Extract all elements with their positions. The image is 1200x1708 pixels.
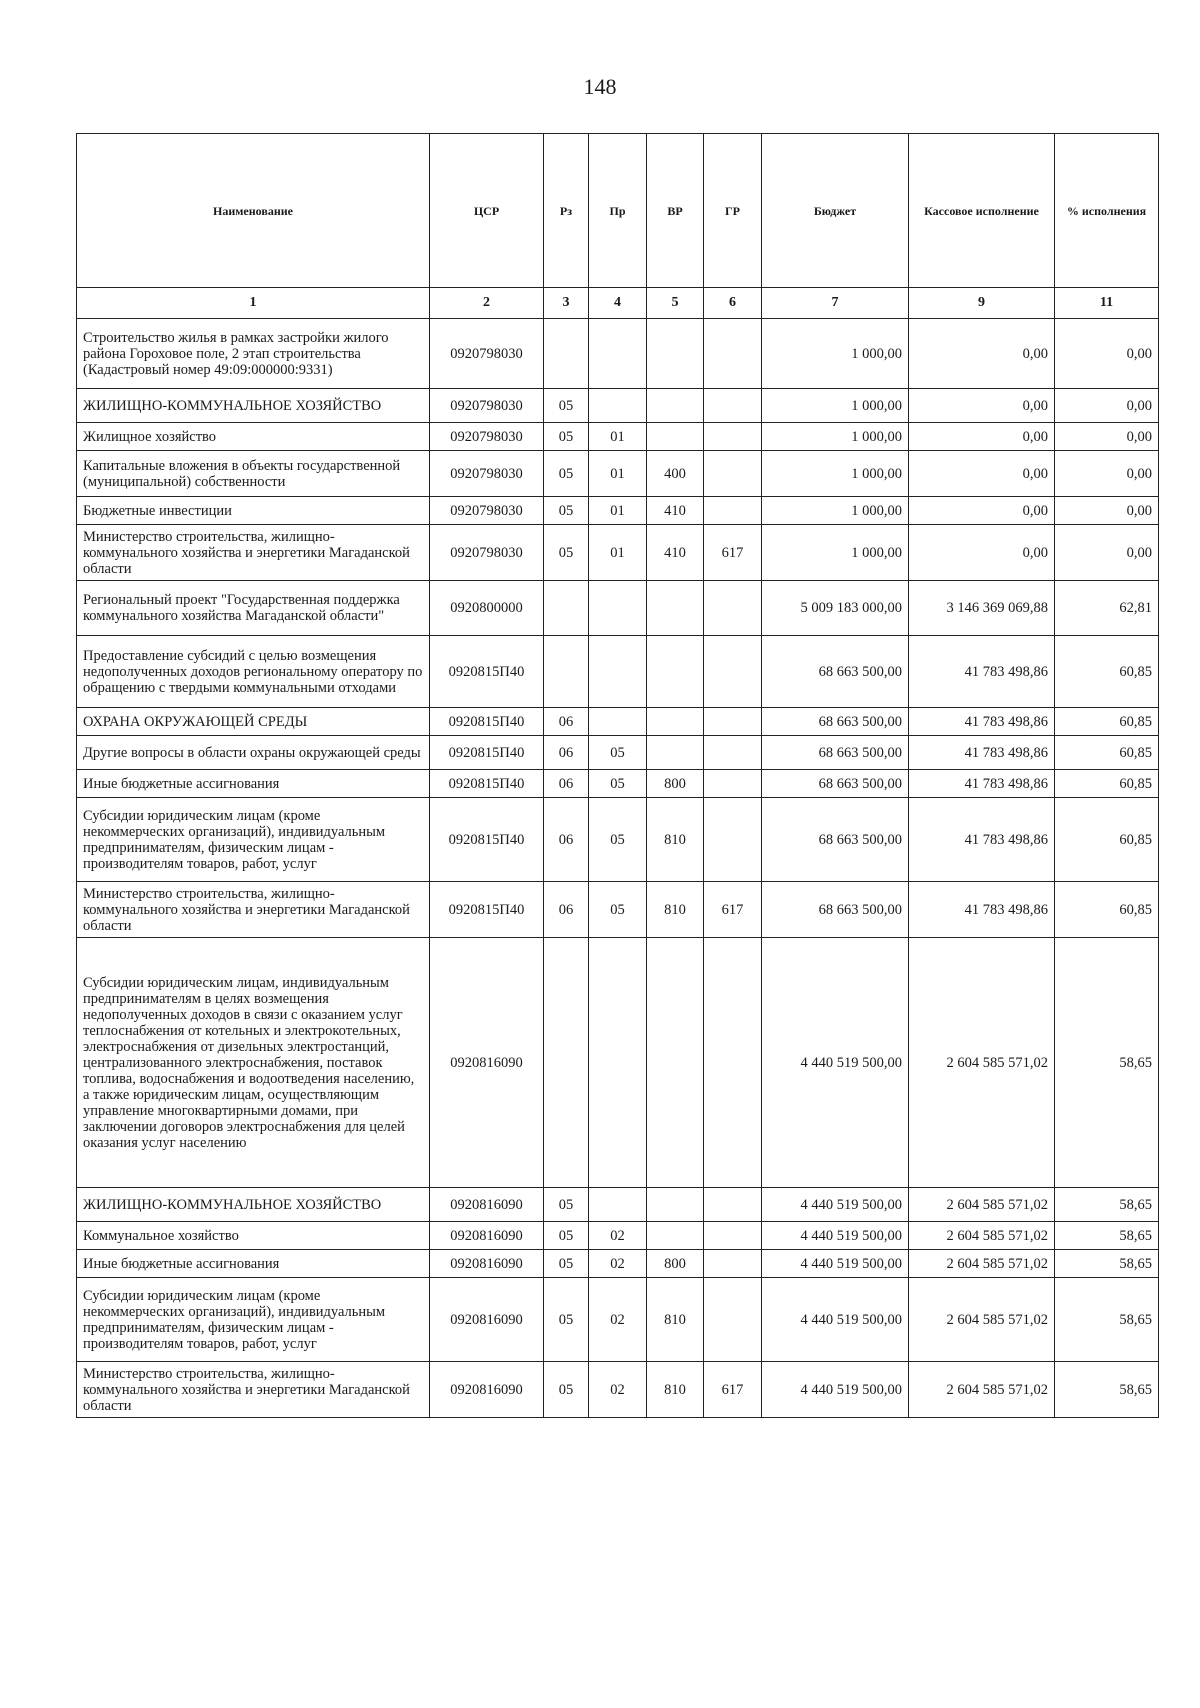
budget-cell: 5 009 183 000,00 xyxy=(762,581,909,636)
cash-cell: 0,00 xyxy=(909,319,1055,389)
column-number: 3 xyxy=(544,288,589,319)
header-rz: Рз xyxy=(544,134,589,288)
cash-cell: 0,00 xyxy=(909,451,1055,497)
budget-cell: 68 663 500,00 xyxy=(762,770,909,798)
budget-cell: 1 000,00 xyxy=(762,451,909,497)
column-number: 1 xyxy=(77,288,430,319)
vr-cell: 400 xyxy=(647,451,704,497)
row-name-cell: ЖИЛИЩНО-КОММУНАЛЬНОЕ ХОЗЯЙСТВО xyxy=(77,389,430,423)
column-number: 4 xyxy=(589,288,647,319)
cash-cell: 41 783 498,86 xyxy=(909,770,1055,798)
budget-cell: 1 000,00 xyxy=(762,525,909,581)
pr-cell: 02 xyxy=(589,1362,647,1418)
vr-cell: 810 xyxy=(647,798,704,882)
vr-cell: 800 xyxy=(647,770,704,798)
table-row xyxy=(77,636,1159,708)
csr-cell: 0920798030 xyxy=(430,423,544,451)
csr-cell: 0920815П40 xyxy=(430,736,544,770)
header-csr: ЦСР xyxy=(430,134,544,288)
vr-cell xyxy=(647,319,704,389)
column-number-row xyxy=(77,288,1159,319)
row-name-cell: Иные бюджетные ассигнования xyxy=(77,1250,430,1278)
cash-cell: 2 604 585 571,02 xyxy=(909,1250,1055,1278)
percent-cell: 58,65 xyxy=(1055,1250,1159,1278)
csr-cell: 0920798030 xyxy=(430,319,544,389)
budget-cell: 68 663 500,00 xyxy=(762,736,909,770)
csr-cell: 0920798030 xyxy=(430,497,544,525)
gr-cell xyxy=(704,497,762,525)
rz-cell: 05 xyxy=(544,1188,589,1222)
budget-cell: 68 663 500,00 xyxy=(762,882,909,938)
table-row xyxy=(77,497,1159,525)
csr-cell: 0920815П40 xyxy=(430,770,544,798)
rz-cell: 05 xyxy=(544,451,589,497)
row-name-cell: Предоставление субсидий с целью возмещения недополученных доходов региональному оператору по обращению с твердыми коммунальными отходами xyxy=(77,636,430,708)
percent-cell: 58,65 xyxy=(1055,1188,1159,1222)
pr-cell: 05 xyxy=(589,798,647,882)
pr-cell xyxy=(589,581,647,636)
row-name-cell: Министерство строительства, жилищно-коммунального хозяйства и энергетики Магаданской области xyxy=(77,1362,430,1418)
table-row xyxy=(77,882,1159,938)
rz-cell: 05 xyxy=(544,1278,589,1362)
rz-cell xyxy=(544,636,589,708)
pr-cell xyxy=(589,389,647,423)
rz-cell: 06 xyxy=(544,736,589,770)
table-row xyxy=(77,423,1159,451)
vr-cell xyxy=(647,636,704,708)
rz-cell: 06 xyxy=(544,798,589,882)
gr-cell xyxy=(704,1188,762,1222)
rz-cell: 05 xyxy=(544,1362,589,1418)
csr-cell: 0920815П40 xyxy=(430,708,544,736)
csr-cell: 0920816090 xyxy=(430,1278,544,1362)
row-name-cell: Иные бюджетные ассигнования xyxy=(77,770,430,798)
pr-cell: 01 xyxy=(589,451,647,497)
row-name-cell: Министерство строительства, жилищно-коммунального хозяйства и энергетики Магаданской области xyxy=(77,882,430,938)
pr-cell xyxy=(589,1188,647,1222)
table-row xyxy=(77,525,1159,581)
cash-cell: 3 146 369 069,88 xyxy=(909,581,1055,636)
row-name-cell: Коммунальное хозяйство xyxy=(77,1222,430,1250)
budget-cell: 1 000,00 xyxy=(762,389,909,423)
column-number: 9 xyxy=(909,288,1055,319)
row-name-cell: Региональный проект "Государственная поддержка коммунального хозяйства Магаданской области" xyxy=(77,581,430,636)
budget-cell: 4 440 519 500,00 xyxy=(762,1222,909,1250)
gr-cell xyxy=(704,1250,762,1278)
csr-cell: 0920816090 xyxy=(430,1362,544,1418)
table-row xyxy=(77,1278,1159,1362)
cash-cell: 0,00 xyxy=(909,389,1055,423)
budget-cell: 4 440 519 500,00 xyxy=(762,1250,909,1278)
vr-cell xyxy=(647,423,704,451)
gr-cell xyxy=(704,636,762,708)
vr-cell xyxy=(647,736,704,770)
table-row xyxy=(77,938,1159,1188)
gr-cell xyxy=(704,389,762,423)
table-row xyxy=(77,1362,1159,1418)
rz-cell: 05 xyxy=(544,1250,589,1278)
cash-cell: 2 604 585 571,02 xyxy=(909,938,1055,1188)
gr-cell xyxy=(704,319,762,389)
pr-cell xyxy=(589,319,647,389)
vr-cell: 410 xyxy=(647,497,704,525)
pr-cell: 05 xyxy=(589,736,647,770)
percent-cell: 0,00 xyxy=(1055,451,1159,497)
pr-cell: 02 xyxy=(589,1222,647,1250)
row-name-cell: Другие вопросы в области охраны окружающей среды xyxy=(77,736,430,770)
vr-cell xyxy=(647,581,704,636)
rz-cell: 05 xyxy=(544,423,589,451)
gr-cell xyxy=(704,1222,762,1250)
csr-cell: 0920816090 xyxy=(430,938,544,1188)
gr-cell xyxy=(704,708,762,736)
rz-cell xyxy=(544,938,589,1188)
row-name-cell: Строительство жилья в рамках застройки жилого района Гороховое поле, 2 этап строительства (Кадастровый номер 49:09:000000:9331) xyxy=(77,319,430,389)
gr-cell: 617 xyxy=(704,1362,762,1418)
header-budget: Бюджет xyxy=(762,134,909,288)
row-name-cell: ОХРАНА ОКРУЖАЮЩЕЙ СРЕДЫ xyxy=(77,708,430,736)
table-body xyxy=(77,319,1159,1418)
gr-cell xyxy=(704,736,762,770)
gr-cell xyxy=(704,798,762,882)
vr-cell: 810 xyxy=(647,1362,704,1418)
rz-cell: 06 xyxy=(544,882,589,938)
column-number: 11 xyxy=(1055,288,1159,319)
pr-cell xyxy=(589,708,647,736)
csr-cell: 0920816090 xyxy=(430,1188,544,1222)
cash-cell: 0,00 xyxy=(909,423,1055,451)
vr-cell xyxy=(647,708,704,736)
csr-cell: 0920815П40 xyxy=(430,798,544,882)
budget-cell: 4 440 519 500,00 xyxy=(762,1278,909,1362)
pr-cell: 01 xyxy=(589,525,647,581)
gr-cell xyxy=(704,581,762,636)
row-name-cell: Министерство строительства, жилищно-коммунального хозяйства и энергетики Магаданской области xyxy=(77,525,430,581)
rz-cell xyxy=(544,319,589,389)
csr-cell: 0920815П40 xyxy=(430,636,544,708)
pr-cell: 02 xyxy=(589,1278,647,1362)
header-name: Наименование xyxy=(77,134,430,288)
percent-cell: 60,85 xyxy=(1055,736,1159,770)
csr-cell: 0920816090 xyxy=(430,1222,544,1250)
pr-cell xyxy=(589,938,647,1188)
rz-cell: 05 xyxy=(544,497,589,525)
cash-cell: 41 783 498,86 xyxy=(909,882,1055,938)
rz-cell: 05 xyxy=(544,1222,589,1250)
budget-cell: 68 663 500,00 xyxy=(762,636,909,708)
table-row xyxy=(77,708,1159,736)
csr-cell: 0920816090 xyxy=(430,1250,544,1278)
pr-cell: 01 xyxy=(589,423,647,451)
table-row xyxy=(77,319,1159,389)
vr-cell: 410 xyxy=(647,525,704,581)
percent-cell: 58,65 xyxy=(1055,938,1159,1188)
pr-cell: 05 xyxy=(589,882,647,938)
header-pr: Пр xyxy=(589,134,647,288)
cash-cell: 41 783 498,86 xyxy=(909,736,1055,770)
pr-cell: 01 xyxy=(589,497,647,525)
budget-cell: 68 663 500,00 xyxy=(762,798,909,882)
budget-cell: 1 000,00 xyxy=(762,319,909,389)
gr-cell xyxy=(704,1278,762,1362)
cash-cell: 2 604 585 571,02 xyxy=(909,1362,1055,1418)
table-row xyxy=(77,389,1159,423)
gr-cell xyxy=(704,423,762,451)
header-gr: ГР xyxy=(704,134,762,288)
csr-cell: 0920798030 xyxy=(430,389,544,423)
percent-cell: 60,85 xyxy=(1055,798,1159,882)
vr-cell xyxy=(647,938,704,1188)
percent-cell: 60,85 xyxy=(1055,708,1159,736)
vr-cell xyxy=(647,1188,704,1222)
percent-cell: 0,00 xyxy=(1055,525,1159,581)
csr-cell: 0920798030 xyxy=(430,525,544,581)
cash-cell: 0,00 xyxy=(909,525,1055,581)
column-number: 2 xyxy=(430,288,544,319)
csr-cell: 0920815П40 xyxy=(430,882,544,938)
percent-cell: 58,65 xyxy=(1055,1362,1159,1418)
rz-cell: 05 xyxy=(544,525,589,581)
row-name-cell: Субсидии юридическим лицам (кроме некоммерческих организаций), индивидуальным предпринимателям, физическим лицам - производителям товаров, работ, услуг xyxy=(77,798,430,882)
gr-cell xyxy=(704,451,762,497)
gr-cell xyxy=(704,938,762,1188)
csr-cell: 0920800000 xyxy=(430,581,544,636)
rz-cell: 06 xyxy=(544,708,589,736)
budget-cell: 1 000,00 xyxy=(762,497,909,525)
table-row xyxy=(77,736,1159,770)
header-vr: ВР xyxy=(647,134,704,288)
percent-cell: 62,81 xyxy=(1055,581,1159,636)
column-number: 7 xyxy=(762,288,909,319)
gr-cell: 617 xyxy=(704,882,762,938)
pr-cell: 05 xyxy=(589,770,647,798)
budget-table xyxy=(76,133,1159,1418)
cash-cell: 2 604 585 571,02 xyxy=(909,1278,1055,1362)
vr-cell: 810 xyxy=(647,882,704,938)
row-name-cell: ЖИЛИЩНО-КОММУНАЛЬНОЕ ХОЗЯЙСТВО xyxy=(77,1188,430,1222)
percent-cell: 58,65 xyxy=(1055,1222,1159,1250)
cash-cell: 2 604 585 571,02 xyxy=(909,1188,1055,1222)
table-row xyxy=(77,1250,1159,1278)
header-pct: % исполнения xyxy=(1055,134,1159,288)
gr-cell: 617 xyxy=(704,525,762,581)
rz-cell: 06 xyxy=(544,770,589,798)
budget-cell: 1 000,00 xyxy=(762,423,909,451)
budget-cell: 4 440 519 500,00 xyxy=(762,1362,909,1418)
row-name-cell: Бюджетные инвестиции xyxy=(77,497,430,525)
page-number: 148 xyxy=(583,74,617,99)
row-name-cell: Субсидии юридическим лицам (кроме некоммерческих организаций), индивидуальным предпринимателям, физическим лицам - производителям товаров, работ, услуг xyxy=(77,1278,430,1362)
column-number: 5 xyxy=(647,288,704,319)
cash-cell: 41 783 498,86 xyxy=(909,798,1055,882)
percent-cell: 60,85 xyxy=(1055,882,1159,938)
percent-cell: 0,00 xyxy=(1055,423,1159,451)
cash-cell: 41 783 498,86 xyxy=(909,708,1055,736)
cash-cell: 41 783 498,86 xyxy=(909,636,1055,708)
rz-cell xyxy=(544,581,589,636)
percent-cell: 0,00 xyxy=(1055,389,1159,423)
percent-cell: 60,85 xyxy=(1055,636,1159,708)
cash-cell: 0,00 xyxy=(909,497,1055,525)
percent-cell: 60,85 xyxy=(1055,770,1159,798)
csr-cell: 0920798030 xyxy=(430,451,544,497)
cash-cell: 2 604 585 571,02 xyxy=(909,1222,1055,1250)
row-name-cell: Субсидии юридическим лицам, индивидуальным предпринимателям в целях возмещения недополученных доходов в связи с оказанием услуг теплоснабжения от котельных и электрокотельных, электроснабжения от дизельных электростанций, централизованного электроснабжения, поставок топлива, водоснабжения и водоотведения населению, а также юридическим лицам, осуществляющим управление многоквартирными домами, при заключении договоров электроснабжения для целей оказания услуг населению xyxy=(77,938,430,1188)
table-row xyxy=(77,770,1159,798)
percent-cell: 0,00 xyxy=(1055,319,1159,389)
header-cash: Кассовое исполнение xyxy=(909,134,1055,288)
budget-cell: 4 440 519 500,00 xyxy=(762,1188,909,1222)
table-row xyxy=(77,1222,1159,1250)
row-name-cell: Жилищное хозяйство xyxy=(77,423,430,451)
table-row xyxy=(77,1188,1159,1222)
pr-cell: 02 xyxy=(589,1250,647,1278)
budget-cell: 68 663 500,00 xyxy=(762,708,909,736)
gr-cell xyxy=(704,770,762,798)
vr-cell xyxy=(647,389,704,423)
percent-cell: 0,00 xyxy=(1055,497,1159,525)
percent-cell: 58,65 xyxy=(1055,1278,1159,1362)
table-row xyxy=(77,451,1159,497)
header-row xyxy=(77,134,1159,288)
table-row xyxy=(77,798,1159,882)
pr-cell xyxy=(589,636,647,708)
vr-cell: 800 xyxy=(647,1250,704,1278)
row-name-cell: Капитальные вложения в объекты государственной (муниципальной) собственности xyxy=(77,451,430,497)
vr-cell xyxy=(647,1222,704,1250)
rz-cell: 05 xyxy=(544,389,589,423)
column-number: 6 xyxy=(704,288,762,319)
vr-cell: 810 xyxy=(647,1278,704,1362)
table-row xyxy=(77,581,1159,636)
budget-cell: 4 440 519 500,00 xyxy=(762,938,909,1188)
